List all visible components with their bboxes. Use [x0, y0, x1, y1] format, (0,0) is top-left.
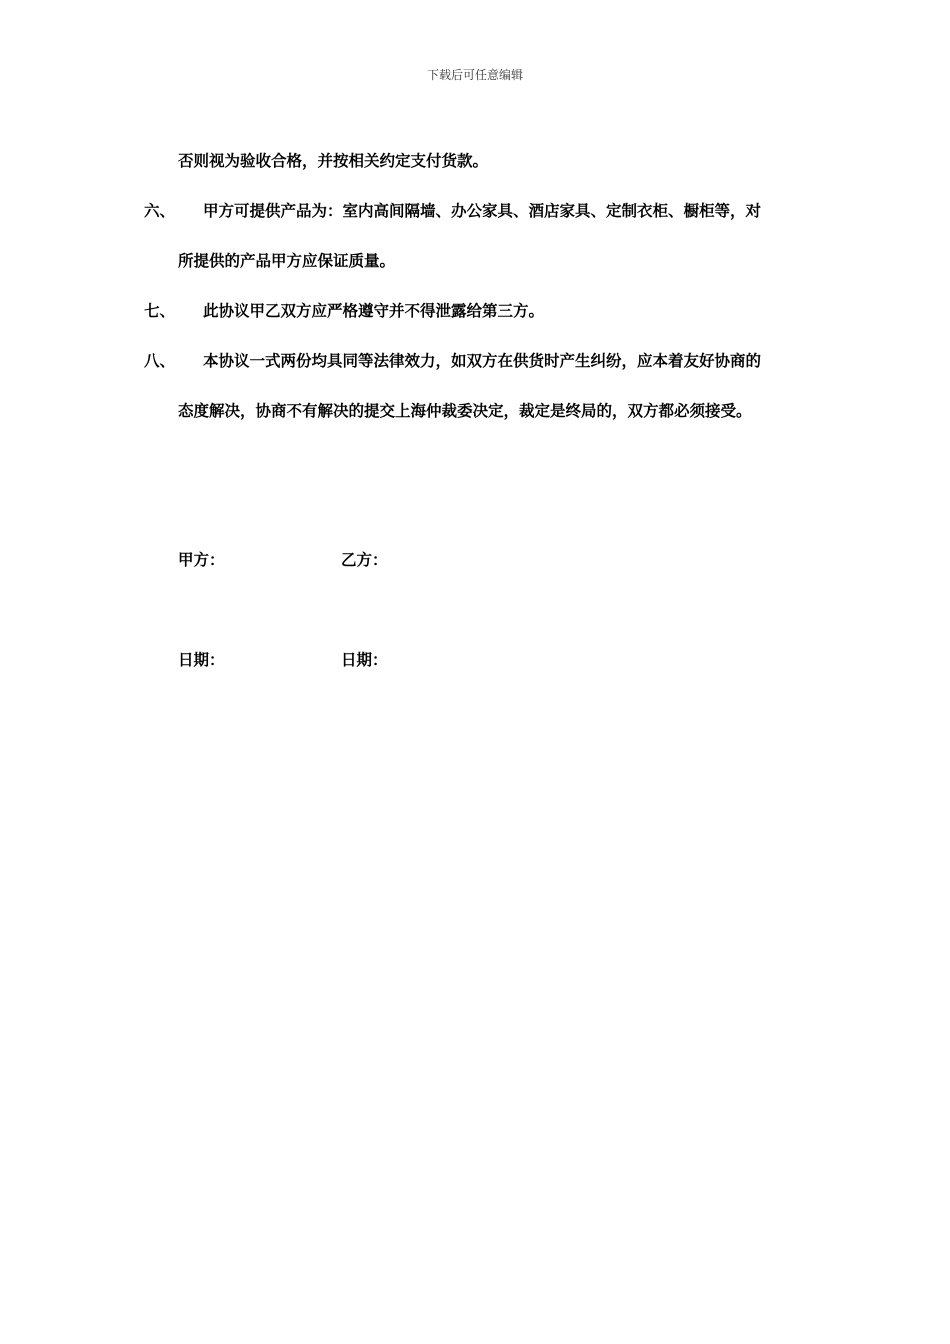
date-b-label: 日期： — [341, 650, 388, 669]
clause-seven-line-1: 此协议甲乙双方应严格遵守并不得泄露给第三方。 — [203, 301, 545, 320]
clause-eight-number: 八、 — [144, 351, 176, 370]
clause-six-line-1: 甲方可提供产品为：室内高间隔墙、办公家具、酒店家具、定制衣柜、橱柜等，对 — [203, 201, 762, 220]
party-a-label: 甲方： — [178, 550, 225, 569]
clause-eight-line-2: 态度解决，协商不有解决的提交上海仲裁委决定，裁定是终局的，双方都必须接受。 — [178, 401, 752, 420]
clause-eight-line-1: 本协议一式两份均具同等法律效力，如双方在供货时产生纠纷，应本着友好协商的 — [203, 351, 762, 370]
clause-continuation: 否则视为验收合格，并按相关约定支付货款。 — [178, 151, 489, 170]
clause-seven-number: 七、 — [144, 301, 176, 320]
page-header-note: 下载后可任意编辑 — [426, 68, 523, 82]
party-b-label: 乙方： — [341, 550, 388, 569]
clause-six-number: 六、 — [144, 201, 176, 220]
date-a-label: 日期： — [178, 650, 225, 669]
clause-six-line-2: 所提供的产品甲方应保证质量。 — [178, 251, 396, 270]
